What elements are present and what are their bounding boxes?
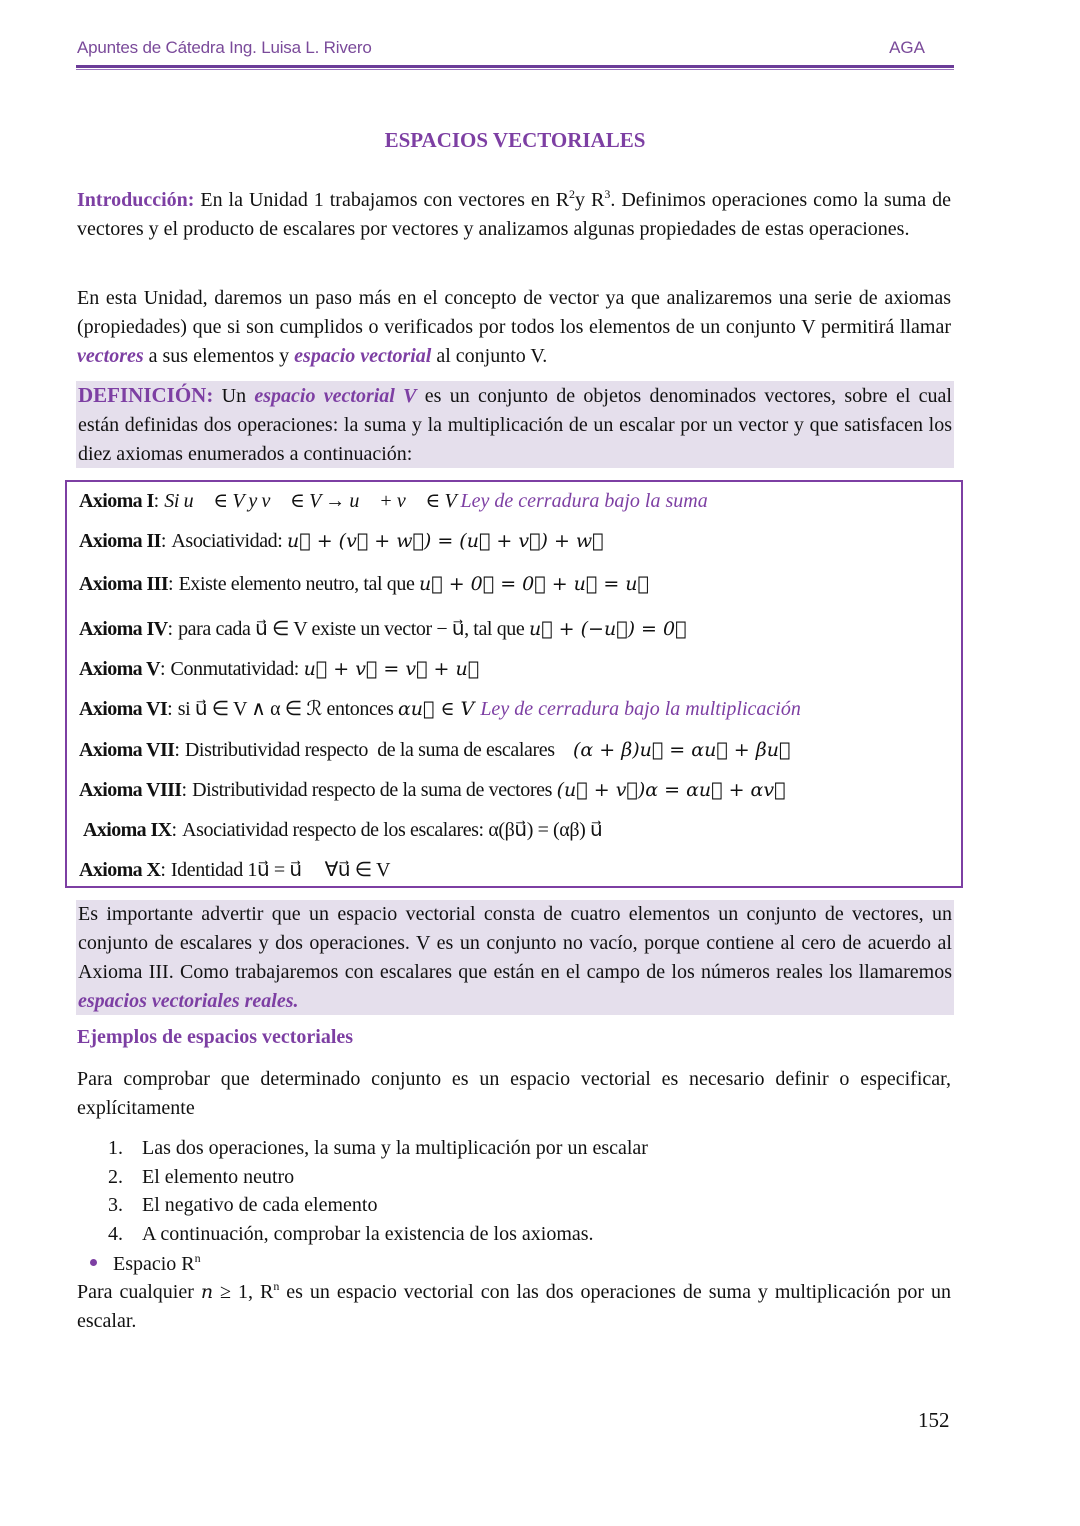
header-author: Apuntes de Cátedra Ing. Luisa L. Rivero xyxy=(77,38,372,57)
axiom-label: Axioma VII xyxy=(79,739,175,761)
header-rule-thin xyxy=(76,69,954,70)
axiom-7 xyxy=(79,737,790,763)
axiom-formula: (u⃗ + v⃗)α = αu⃗ + αv⃗ xyxy=(556,779,786,801)
emphasis-espacio-vectorial-v: espacio vectorial V xyxy=(254,385,417,407)
axioms-box xyxy=(65,480,963,888)
axiom-formula: αu⃗ ∈ V xyxy=(397,698,481,720)
axiom-9 xyxy=(83,817,602,843)
list-item xyxy=(108,1163,648,1192)
definition-block xyxy=(76,381,954,468)
bullet-text: Espacio R xyxy=(113,1253,195,1275)
intro-text: En la Unidad 1 trabajamos con vectores en R xyxy=(194,189,570,211)
superscript: n xyxy=(194,1251,201,1265)
axiom-condition: para cada u⃗ ∈ V existe un vector − u⃗, tal que xyxy=(178,618,529,640)
axiom-formula: u⃗ + (−u⃗) = 0⃗ xyxy=(528,618,687,640)
axiom-10 xyxy=(79,857,390,883)
axiom-condition: Asociatividad respecto de los escalares: α(βu⃗) = (αβ) u⃗ xyxy=(182,819,603,841)
axiom-label: Axioma VIII xyxy=(79,779,182,801)
intro-text: . Definimos operaciones como la suma de vectores y el producto de escalares por vectores y analizamos algunas propiedades de estas operaciones. xyxy=(77,189,952,240)
list-number: 1. xyxy=(108,1137,123,1159)
axiom-condition: Existe elemento neutro, tal que xyxy=(178,573,420,595)
unidad-text: a sus elementos y xyxy=(143,345,295,367)
axiom-2 xyxy=(79,528,604,554)
list-number: 4. xyxy=(108,1222,123,1245)
unidad-text: En esta Unidad, daremos un paso más en el concepto de vector ya que analizaremos una serie de axiomas (propiedades) que si son cumplidos o verificados por todos los elementos de un conjunto V permitirá llamar xyxy=(77,287,951,338)
axiom-sep: : xyxy=(160,859,171,881)
axiom-sep: : xyxy=(167,698,178,720)
axiom-law: Ley de cerradura bajo la suma xyxy=(460,490,708,512)
list-number: 3. xyxy=(108,1194,123,1216)
axiom-sep: : xyxy=(174,739,185,761)
bullet-dot-icon xyxy=(90,1259,97,1266)
rn-text: es un espacio vectorial con las dos operaciones de suma y multiplicación por un escalar. xyxy=(77,1281,951,1332)
header-rule xyxy=(76,65,954,68)
axiom-condition: Distributividad respecto de la suma de escalares xyxy=(184,739,573,761)
list-text: El elemento neutro xyxy=(142,1165,295,1188)
axiom-label: Axioma I xyxy=(79,490,154,512)
axiom-condition: Conmutatividad: xyxy=(170,658,304,680)
list-text: A continuación, comprobar la existencia de los axiomas. xyxy=(142,1222,594,1245)
steps-list xyxy=(108,1134,648,1248)
definition-text: es un conjunto de objetos denominados vectores, sobre el cual están definidas dos operaciones: la suma y la multiplicación de un escalar por un vector y que satisfacen los diez axiomas enumerados a continuación: xyxy=(78,385,952,465)
axiom-condition: Distributividad respecto de la suma de vectores xyxy=(192,779,557,801)
axiom-label: Axioma VI xyxy=(79,698,168,720)
intro-label: Introducción: xyxy=(77,189,195,211)
axiom-condition: Asociatividad: xyxy=(171,530,288,552)
page-number: 152 xyxy=(918,1408,950,1432)
definition-text: Un xyxy=(213,385,255,407)
page-header xyxy=(77,38,953,62)
axiom-sep: : xyxy=(167,618,179,640)
axiom-sep: : xyxy=(181,779,193,801)
list-item xyxy=(108,1191,648,1220)
axiom-4 xyxy=(79,616,687,642)
rn-text: ≥ 1, R xyxy=(213,1281,274,1303)
axiom-label: Axioma X xyxy=(79,859,161,881)
axiom-sep: : xyxy=(159,658,171,680)
comprobar-paragraph: Para comprobar que determinado conjunto es un espacio vectorial es necesario definir o especificar, explícitamente xyxy=(77,1068,951,1119)
axiom-label: Axioma IV xyxy=(79,618,168,640)
bullet-espacio-rn xyxy=(90,1250,201,1278)
axiom-1 xyxy=(79,488,708,514)
header-course: AGA xyxy=(889,38,925,57)
axiom-label: Axioma IX xyxy=(83,819,172,841)
list-text: Las dos operaciones, la suma y la multiplicación por un escalar xyxy=(142,1137,648,1159)
axiom-sep: : xyxy=(153,490,165,512)
axiom-formula: (α + β)u⃗ = αu⃗ + βu⃗ xyxy=(572,739,791,761)
axiom-law: Ley de cerradura bajo la multiplicación xyxy=(480,698,801,720)
intro-text: y R xyxy=(575,189,605,211)
axiom-formula: u⃗ + 0⃗ = 0⃗ + u⃗ = u⃗ xyxy=(419,573,649,595)
superscript: 2 xyxy=(569,187,576,201)
list-item xyxy=(108,1220,648,1249)
definition-label: DEFINICIÓN: xyxy=(78,383,214,407)
axiom-5 xyxy=(79,656,479,682)
emphasis-espacio-vectorial: espacio vectorial xyxy=(294,345,432,367)
axiom-8 xyxy=(79,777,786,803)
intro-paragraph xyxy=(77,186,951,244)
rn-paragraph xyxy=(77,1278,951,1336)
axiom-6 xyxy=(79,696,801,722)
list-number: 2. xyxy=(108,1165,123,1188)
axiom-condition: si u⃗ ∈ V ∧ α ∈ ℛ entonces xyxy=(177,698,398,720)
list-item xyxy=(108,1134,648,1163)
axiom-sep: : xyxy=(168,573,179,595)
important-text: Es importante advertir que un espacio vectorial consta de cuatro elementos un conjunto de vectores, un conjunto de escalares y dos operaciones. V es un conjunto no vacío, porque contiene al cero de acuerdo al Axioma III. Como trabajaremos con escalares que están en el campo de los números reales los llamaremos xyxy=(78,903,952,983)
axiom-label: Axioma II xyxy=(79,530,161,552)
list-text: El negativo de cada elemento xyxy=(142,1194,378,1216)
axiom-label: Axioma III xyxy=(79,573,169,595)
axiom-3 xyxy=(79,571,649,597)
superscript: n xyxy=(273,1279,280,1293)
emphasis-vectores: vectores xyxy=(77,345,144,367)
unidad-text: al conjunto V. xyxy=(431,345,548,367)
axiom-condition: Identidad 1u⃗ = u⃗ ∀u⃗ ∈ V xyxy=(170,859,391,881)
rn-text: Para cualquier xyxy=(77,1281,201,1303)
important-note xyxy=(76,900,954,1015)
axiom-condition: Si u⃗ ∈ V y v⃗ ∈ V → u⃗ + v⃗ ∈ V xyxy=(164,490,461,512)
page-title: ESPACIOS VECTORIALES xyxy=(384,128,646,152)
axiom-formula: u⃗ + v⃗ = v⃗ + u⃗ xyxy=(303,658,480,680)
axiom-label: Axioma V xyxy=(79,658,160,680)
examples-heading: Ejemplos de espacios vectoriales xyxy=(77,1026,354,1048)
variable-n: n xyxy=(200,1281,214,1303)
superscript: 3 xyxy=(604,187,611,201)
axiom-formula: u⃗ + (v⃗ + w⃗) = (u⃗ + v⃗) + w⃗ xyxy=(287,530,604,552)
axiom-sep: : xyxy=(160,530,172,552)
emphasis-espacios-vectoriales-reales: espacios vectoriales reales. xyxy=(78,990,299,1012)
unidad-paragraph xyxy=(77,284,951,371)
axiom-sep: : xyxy=(171,819,183,841)
